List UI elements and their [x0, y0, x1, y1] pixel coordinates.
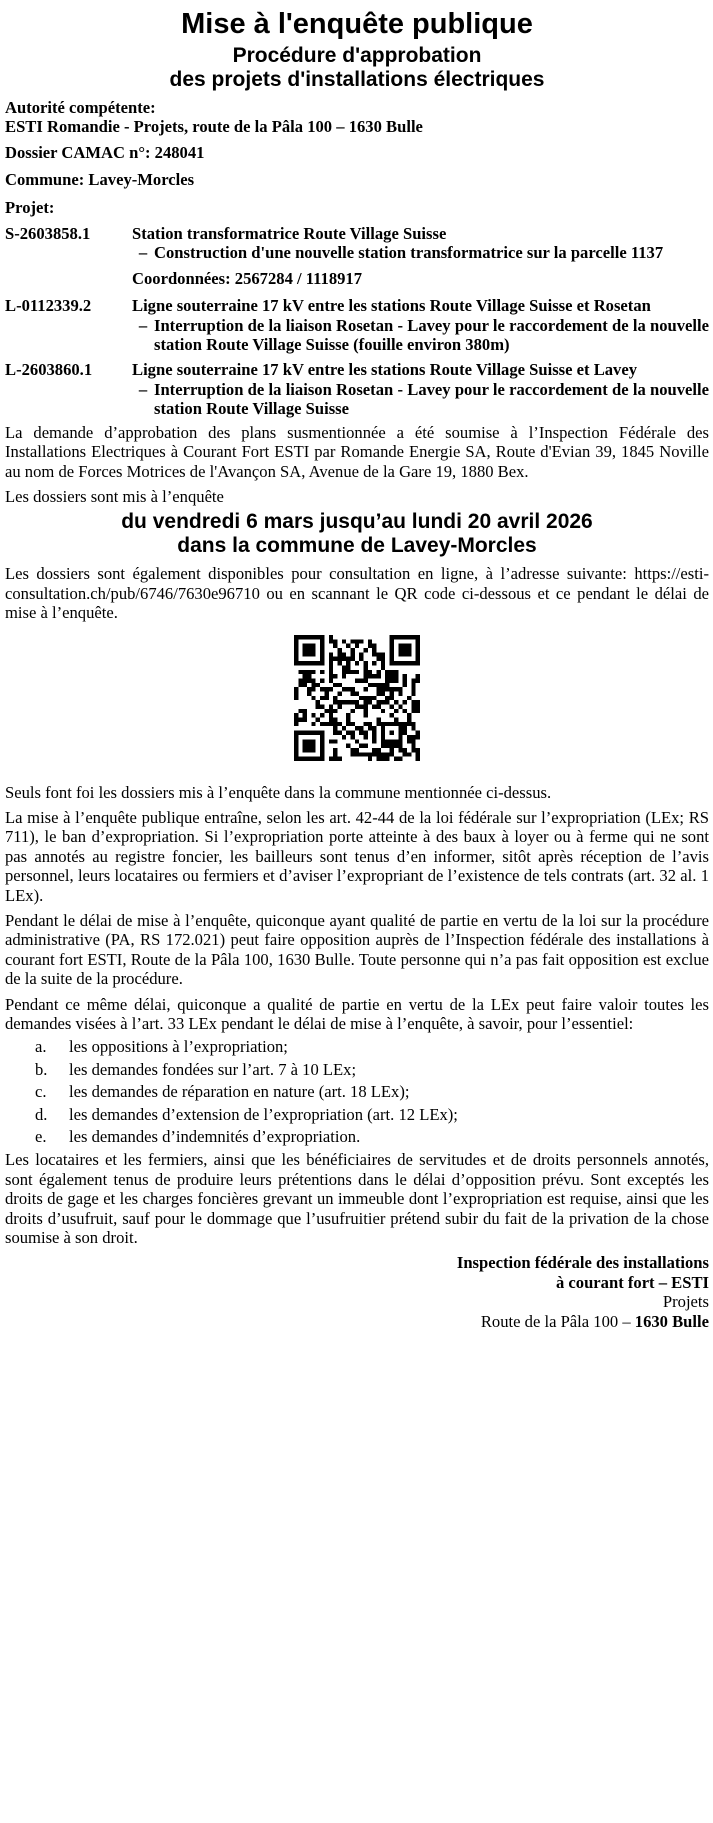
- project-title: Ligne souterraine 17 kV entre les stations Route Village Suisse et Rosetan: [132, 296, 651, 316]
- project-bullet: [5, 316, 709, 355]
- list-item: [5, 1105, 709, 1124]
- signature-block: [5, 1253, 709, 1331]
- project-title: Ligne souterraine 17 kV entre les stations Route Village Suisse et Lavey: [132, 360, 638, 380]
- project-header: [5, 296, 709, 315]
- address-city: 1630 Bulle: [634, 1311, 709, 1331]
- project-item: [5, 296, 709, 354]
- project-coordinates: Coordonnées: 2567284 / 1118917: [132, 268, 363, 288]
- list-marker: c.: [35, 1082, 47, 1102]
- project-header: [5, 224, 709, 243]
- authority-block: [5, 98, 709, 137]
- project-header: [5, 360, 709, 379]
- authority-label: Autorité compétente:: [5, 98, 156, 117]
- signature-line: à courant fort – ESTI: [555, 1272, 709, 1292]
- list-item: [5, 1037, 709, 1056]
- list-item: [5, 1127, 709, 1146]
- dates-line: du vendredi 6 mars jusqu’au lundi 20 avril 2026: [121, 510, 593, 534]
- locataires-paragraph: Les locataires et les fermiers, ainsi que les bénéficiaires de servitudes et de droits personnels annotés, sont également tenus de produire leurs prétentions dans le délai d’opposition prévu. Sont exceptés les droits de gage et les charges foncières grevant un immeuble dont l’expropriation est requise, ainsi que les droits d’usufruit, sauf pour le dommage que l’usufruitier prétend subir du fait de la privation de la chose soumise à son droit.: [5, 1150, 709, 1248]
- project-code: L-0112339.2: [5, 296, 92, 316]
- list-item: [5, 1082, 709, 1101]
- bullet-text: Interruption de la liaison Rosetan - Lavey pour le raccordement de la nouvelle station Route Village Suisse (fouille environ 380m): [154, 315, 709, 355]
- notice-subtitle: [5, 44, 709, 92]
- list-text: les oppositions à l’expropriation;: [69, 1037, 288, 1057]
- qr-code[interactable]: [294, 635, 420, 761]
- demandes-list: [5, 1037, 709, 1146]
- demand-paragraph: La demande d’approbation des plans susmentionnée a été soumise à l’Inspection Fédérale des Installations Electriques à Courant Fort ESTI par Romande Energie SA, Route d'Evian 39, 1845 Noville au nom de Forces Motrices de l'Avançon SA, Avenue de la Gare 19, 1880 Bex.: [5, 422, 709, 481]
- project-code: S-2603858.1: [5, 224, 91, 244]
- list-text: les demandes d’extension de l’expropriation (art. 12 LEx);: [69, 1104, 458, 1124]
- project-bullet: [5, 380, 709, 419]
- list-text: les demandes de réparation en nature (art. 18 LEx);: [69, 1082, 410, 1102]
- commune: Commune: Lavey-Morcles: [5, 170, 195, 190]
- list-marker: e.: [35, 1127, 47, 1147]
- signature-line: Projets: [662, 1292, 709, 1312]
- subtitle-line: Procédure d'approbation: [232, 44, 482, 67]
- expropriation-paragraph: La mise à l’enquête publique entraîne, selon les art. 42-44 de la loi fédérale sur l’expropriation (LEx; RS 711), le ban d’expropriation. Si l’expropriation porte atteinte à des baux à loyer ou à ferme qui ne sont pas annotés au registre foncier, les bailleurs sont tenus d’en informer, sitôt après réception de l’avis personnel, leurs locataires ou fermiers et d’aviser l’expropriant de l’existence de tels contrats (art. 32 al. 1 LEx).: [5, 807, 709, 905]
- project-item: [5, 224, 709, 288]
- enquete-dates: [5, 510, 709, 558]
- project-bullet: [5, 243, 709, 262]
- list-item: [5, 1060, 709, 1079]
- demandes-paragraph: Pendant ce même délai, quiconque a qualité de partie en vertu de la LEx peut faire valoir toutes les demandes visées à l’art. 33 LEx pendant le délai de mise à l’enquête, à savoir, pour l’essentiel:: [5, 994, 709, 1033]
- list-marker: b.: [35, 1059, 48, 1079]
- project-title: Station transformatrice Route Village Suisse: [132, 224, 447, 244]
- project-item: [5, 360, 709, 418]
- project-code: L-2603860.1: [5, 360, 93, 380]
- opposition-paragraph: Pendant le délai de mise à l’enquête, quiconque ayant qualité de partie en vertu de la loi sur la procédure administrative (PA, RS 172.021) peut faire opposition auprès de l’Inspection fédérale des installations à courant fort ESTI, Route de la Pâla 100, 1630 Bulle. Toute personne qui n’a pas fait opposition est exclue de la suite de la procédure.: [5, 910, 709, 989]
- dossiers-paragraph: Les dossiers sont mis à l’enquête: [5, 486, 224, 506]
- address-street: Route de la Pâla 100 –: [480, 1311, 635, 1331]
- bullet-text: Interruption de la liaison Rosetan - Lavey pour le raccordement de la nouvelle station Route Village Suisse: [154, 379, 709, 419]
- bullet-text: Construction d'une nouvelle station transformatrice sur la parcelle 1137: [154, 243, 664, 263]
- list-marker: a.: [35, 1037, 47, 1057]
- notice-title: Mise à l'enquête publique: [181, 8, 533, 40]
- bullet-dash: –: [138, 243, 148, 263]
- signature-line: Inspection fédérale des installations: [456, 1253, 709, 1273]
- projet-label: Projet:: [5, 197, 55, 217]
- bullet-dash: –: [138, 379, 148, 399]
- list-marker: d.: [35, 1104, 48, 1124]
- qr-code-container: [5, 635, 709, 761]
- dates-line: dans la commune de Lavey-Morcles: [177, 534, 537, 558]
- foi-paragraph: Seuls font foi les dossiers mis à l’enquête dans la commune mentionnée ci-dessus.: [5, 782, 552, 802]
- online-paragraph: Les dossiers sont également disponibles pour consultation en ligne, à l’adresse suivante: https://esti-consultation.ch/pub/6746/7630e96710 ou en scannant le QR code ci-dessous et ce pendant le délai de mise à l’enquête.: [5, 564, 709, 623]
- subtitle-line: des projets d'installations électriques: [169, 68, 545, 91]
- authority-value: ESTI Romandie - Projets, route de la Pâla 100 – 1630 Bulle: [5, 117, 423, 137]
- list-text: les demandes fondées sur l’art. 7 à 10 LEx;: [69, 1059, 357, 1079]
- signature-address: [5, 1312, 709, 1331]
- bullet-dash: –: [138, 315, 148, 335]
- list-text: les demandes d’indemnités d’expropriation.: [69, 1127, 361, 1147]
- dossier-number: Dossier CAMAC n°: 248041: [5, 142, 205, 162]
